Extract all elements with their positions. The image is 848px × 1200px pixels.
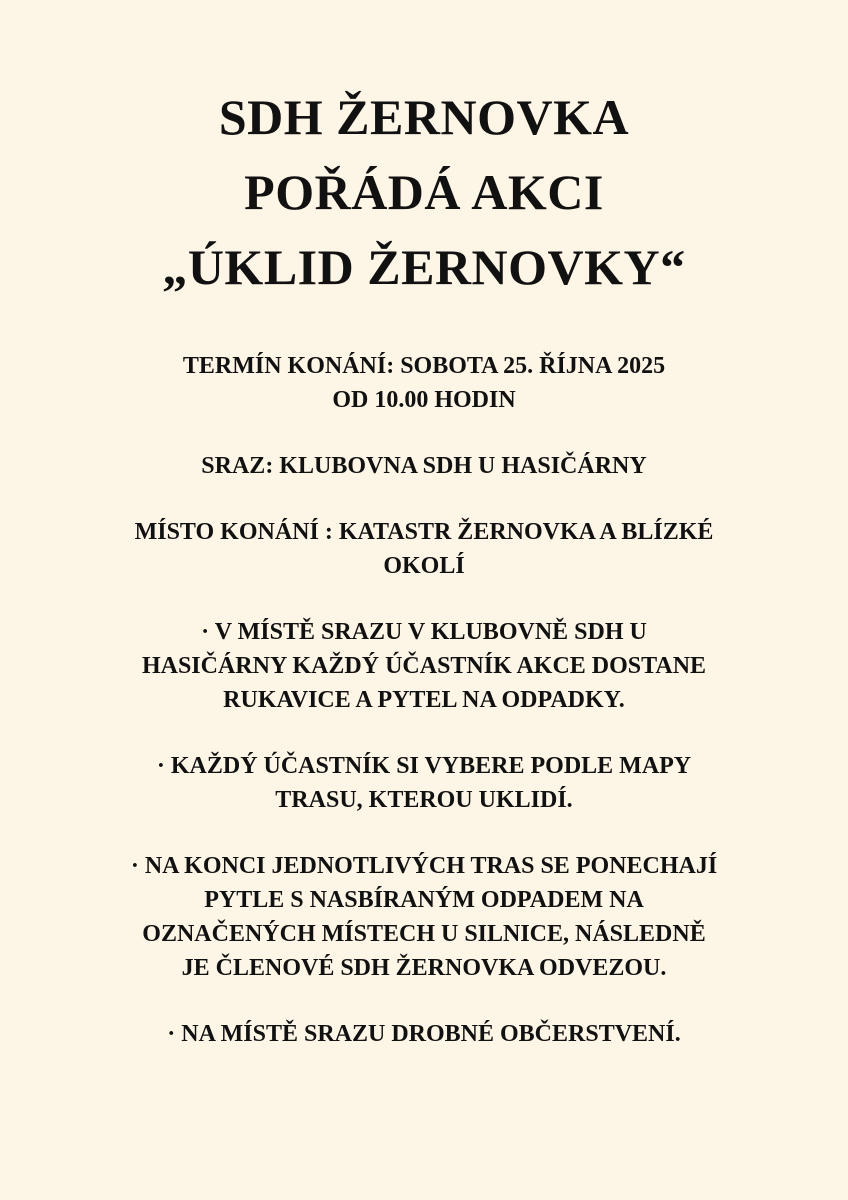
meeting-point-paragraph — [104, 449, 744, 483]
bullet-line: · KAŽDÝ ÚČASTNÍK SI VYBERE PODLE MAPY — [156, 753, 692, 779]
event-place-paragraph — [104, 515, 744, 583]
event-info — [0, 349, 848, 1051]
event-date: TERMÍN KONÁNÍ: SOBOTA 25. ŘÍJNA 2025 — [182, 353, 666, 379]
bullet-line: JE ČLENOVÉ SDH ŽERNOVKA ODVEZOU. — [181, 955, 667, 981]
bullet-line: RUKAVICE A PYTEL NA ODPADKY. — [223, 687, 625, 713]
meeting-point: SRAZ: KLUBOVNA SDH U HASIČÁRNY — [201, 453, 647, 479]
bullet-gloves-bags — [104, 615, 744, 717]
title-line-announce: POŘÁDÁ AKCI — [244, 164, 604, 220]
event-place-line-2: OKOLÍ — [383, 553, 465, 579]
bullet-refreshments — [104, 1017, 744, 1051]
bullet-line: OZNAČENÝCH MÍSTECH U SILNICE, NÁSLEDNĚ — [142, 921, 706, 947]
poster-title — [0, 80, 848, 305]
bullet-line: · NA MÍSTĚ SRAZU DROBNÉ OBČERSTVENÍ. — [167, 1021, 681, 1047]
event-date-paragraph — [104, 349, 744, 417]
bullet-leave-bags — [104, 849, 744, 985]
title-line-organizer: SDH ŽERNOVKA — [218, 89, 630, 145]
bullet-line: · V MÍSTĚ SRAZU V KLUBOVNĚ SDH U — [201, 619, 647, 645]
bullet-line: PYTLE S NASBÍRANÝM ODPADEM NA — [204, 887, 644, 913]
event-time: OD 10.00 HODIN — [332, 387, 516, 413]
bullet-choose-route — [104, 749, 744, 817]
bullet-line: TRASU, KTEROU UKLIDÍ. — [275, 787, 573, 813]
bullet-line: HASIČÁRNY KAŽDÝ ÚČASTNÍK AKCE DOSTANE — [141, 653, 707, 679]
bullet-line: · NA KONCI JEDNOTLIVÝCH TRAS SE PONECHAJÍ — [130, 853, 718, 879]
event-place-line-1: MÍSTO KONÁNÍ : KATASTR ŽERNOVKA A BLÍZKÉ — [134, 519, 714, 545]
title-line-event-name: „ÚKLID ŽERNOVKY“ — [162, 239, 686, 295]
